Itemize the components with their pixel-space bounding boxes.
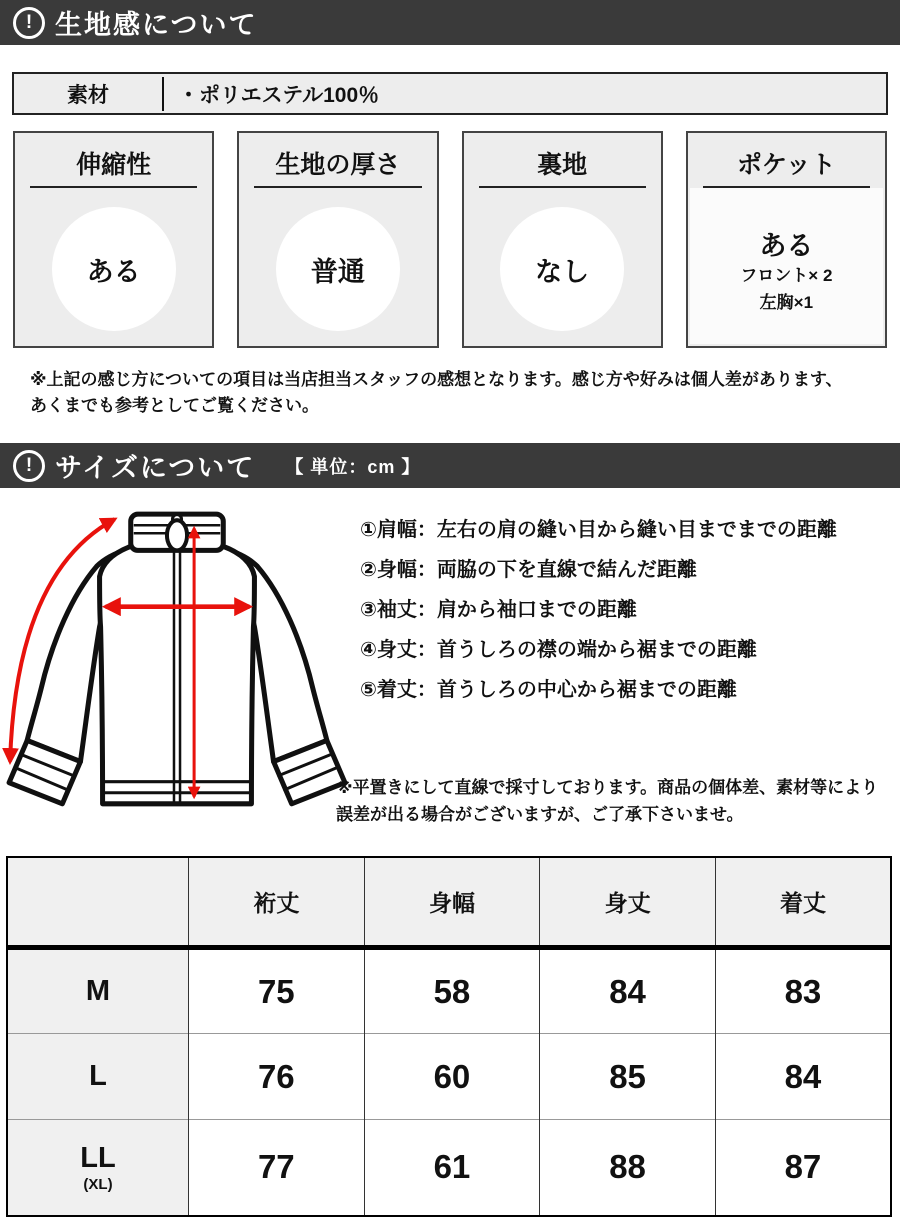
pocket-detail-front: フロント× 2 [740,266,833,285]
size-section-title: サイズについて [55,453,256,483]
table-row-m [7,948,891,1034]
jacket-illustration [0,502,352,822]
fabric-disclaimer [30,367,880,418]
attr-box-pocket [686,131,887,348]
cell-value: 58 [364,948,540,1034]
cell-value: 83 [715,948,891,1034]
table-row-ll [7,1120,891,1216]
cell-value: 84 [715,1034,891,1120]
measurement-disclaimer-line1: ※平置きにして直線で採寸しております。商品の個体差、素材等により [336,778,879,798]
attr-label: 生地の厚さ [254,141,421,188]
column-header-yukitake: 裄丈 [189,857,365,948]
size-label-m: M [7,948,189,1034]
definition-total-length: ⑤着丈：首うしろの中心から裾までの距離 [360,679,737,701]
table-row-l [7,1034,891,1120]
size-chart-header-row [7,857,891,948]
material-label: 素材 [67,83,109,107]
fabric-section-title: 生地感について [55,10,258,40]
cell-value: 84 [540,948,716,1034]
material-value: ・ポリエステル100％ [178,83,380,107]
cell-value: 85 [540,1034,716,1120]
cell-value: 87 [715,1120,891,1216]
measurement-disclaimer [336,775,890,834]
alert-icon: ! [13,7,45,39]
size-label-ll [7,1120,189,1216]
alert-icon: ! [13,450,45,482]
measurement-definitions [336,502,900,834]
pocket-detail-chest: 左胸×1 [759,293,814,313]
size-unit-label: 【 単位：cm 】 [285,456,421,477]
attr-value-circle: なし [500,207,624,331]
cell-value: 61 [364,1120,540,1216]
column-header-mihaba: 身幅 [364,857,540,948]
definition-shoulder: ①肩幅：左右の肩の縫い目から縫い目までまでの距離 [360,519,837,541]
fabric-disclaimer-line1: ※上記の感じ方についての項目は当店担当スタッフの感想となります。感じ方や好みは個人差があります、 [30,370,843,389]
cell-value: 75 [189,948,365,1034]
fabric-disclaimer-line2: あくまでも参考としてご覧ください。 [30,395,319,415]
pocket-value: ある [759,230,814,261]
size-chart-corner-cell [7,857,189,948]
attr-label: ポケット [703,141,870,188]
attr-value-circle: 普通 [276,207,400,331]
definition-sleeve: ③袖丈：肩から袖口までの距離 [360,599,637,621]
measurement-disclaimer-line2: 誤差が出る場合がございますが、ご了承下さいませ。 [336,804,744,824]
cell-value: 77 [189,1120,365,1216]
attr-value-circle: ある [52,207,176,331]
size-label-l: L [7,1034,189,1120]
cell-value: 88 [540,1120,716,1216]
fabric-attributes [13,131,887,348]
definition-body-length: ④身丈：首うしろの襟の端から裾までの距離 [360,639,757,661]
attr-box-stretch [13,131,214,348]
pocket-detail-panel [690,188,883,344]
size-diagram-area [0,488,900,834]
column-header-mitake: 身丈 [540,857,716,948]
attr-box-lining [462,131,663,348]
size-label-ll-main: LL [80,1142,116,1175]
attr-box-thickness [237,131,438,348]
cell-value: 60 [364,1034,540,1120]
jacket-measurement-diagram [0,502,356,834]
cell-value: 76 [189,1034,365,1120]
column-header-kitake: 着丈 [715,857,891,948]
size-section-header [0,443,900,488]
material-row [12,72,888,115]
definition-chest: ②身幅：両脇の下を直線で結んだ距離 [360,559,697,581]
fabric-section-header [0,0,900,45]
attr-label: 裏地 [479,141,646,188]
size-label-ll-sub: (XL) [83,1176,113,1194]
attr-label: 伸縮性 [30,141,197,188]
size-chart-table [6,856,892,1217]
